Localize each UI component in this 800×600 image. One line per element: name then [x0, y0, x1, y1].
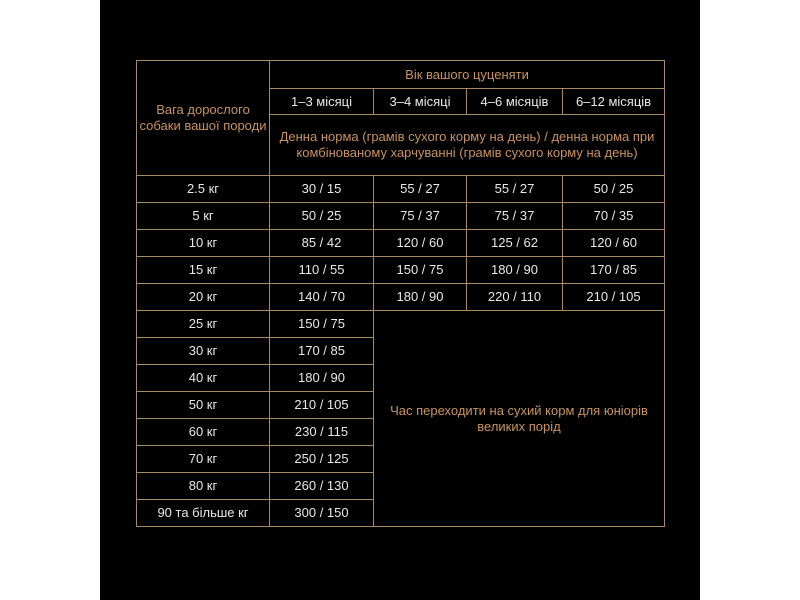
portion-cell: 55 / 27 [374, 176, 467, 203]
age-title: Вік вашого цуценяти [270, 61, 665, 89]
age-group-header: 1–3 місяці [270, 89, 374, 115]
portion-cell: 75 / 37 [467, 203, 563, 230]
portion-cell: 120 / 60 [374, 230, 467, 257]
portion-cell: 210 / 105 [270, 392, 374, 419]
portion-cell: 85 / 42 [270, 230, 374, 257]
weight-cell: 60 кг [137, 419, 270, 446]
portion-cell: 220 / 110 [467, 284, 563, 311]
weight-cell: 80 кг [137, 473, 270, 500]
table-row [137, 176, 665, 203]
weight-cell: 70 кг [137, 446, 270, 473]
daily-norm-note: Денна норма (грамів сухого корму на день) / денна норма при комбінованому харчуванні (грамів сухого корму на день) [270, 115, 665, 176]
weight-cell: 90 та більше кг [137, 500, 270, 527]
weight-column-header: Вага дорослого собаки вашої породи [137, 61, 270, 176]
portion-cell: 150 / 75 [374, 257, 467, 284]
table-row [137, 203, 665, 230]
weight-cell: 10 кг [137, 230, 270, 257]
portion-cell: 180 / 90 [374, 284, 467, 311]
portion-cell: 140 / 70 [270, 284, 374, 311]
portion-cell: 170 / 85 [563, 257, 665, 284]
portion-cell: 75 / 37 [374, 203, 467, 230]
weight-cell: 40 кг [137, 365, 270, 392]
weight-cell: 25 кг [137, 311, 270, 338]
weight-cell: 5 кг [137, 203, 270, 230]
portion-cell: 210 / 105 [563, 284, 665, 311]
portion-cell: 300 / 150 [270, 500, 374, 527]
portion-cell: 230 / 115 [270, 419, 374, 446]
age-group-header: 4–6 місяців [467, 89, 563, 115]
table-row [137, 311, 665, 338]
portion-cell: 110 / 55 [270, 257, 374, 284]
portion-cell: 260 / 130 [270, 473, 374, 500]
portion-cell: 150 / 75 [270, 311, 374, 338]
weight-cell: 50 кг [137, 392, 270, 419]
portion-cell: 180 / 90 [270, 365, 374, 392]
portion-cell: 30 / 15 [270, 176, 374, 203]
portion-cell: 55 / 27 [467, 176, 563, 203]
weight-cell: 30 кг [137, 338, 270, 365]
portion-cell: 250 / 125 [270, 446, 374, 473]
weight-cell: 15 кг [137, 257, 270, 284]
portion-cell: 50 / 25 [563, 176, 665, 203]
weight-cell: 20 кг [137, 284, 270, 311]
feeding-table [136, 60, 665, 527]
age-group-header: 3–4 місяці [374, 89, 467, 115]
junior-transition-note: Час переходити на сухий корм для юніорів великих порід [374, 311, 665, 527]
portion-cell: 180 / 90 [467, 257, 563, 284]
weight-cell: 2.5 кг [137, 176, 270, 203]
portion-cell: 70 / 35 [563, 203, 665, 230]
table-row [137, 257, 665, 284]
table-row [137, 230, 665, 257]
age-group-header: 6–12 місяців [563, 89, 665, 115]
portion-cell: 125 / 62 [467, 230, 563, 257]
portion-cell: 50 / 25 [270, 203, 374, 230]
portion-cell: 120 / 60 [563, 230, 665, 257]
portion-cell: 170 / 85 [270, 338, 374, 365]
table-row [137, 284, 665, 311]
